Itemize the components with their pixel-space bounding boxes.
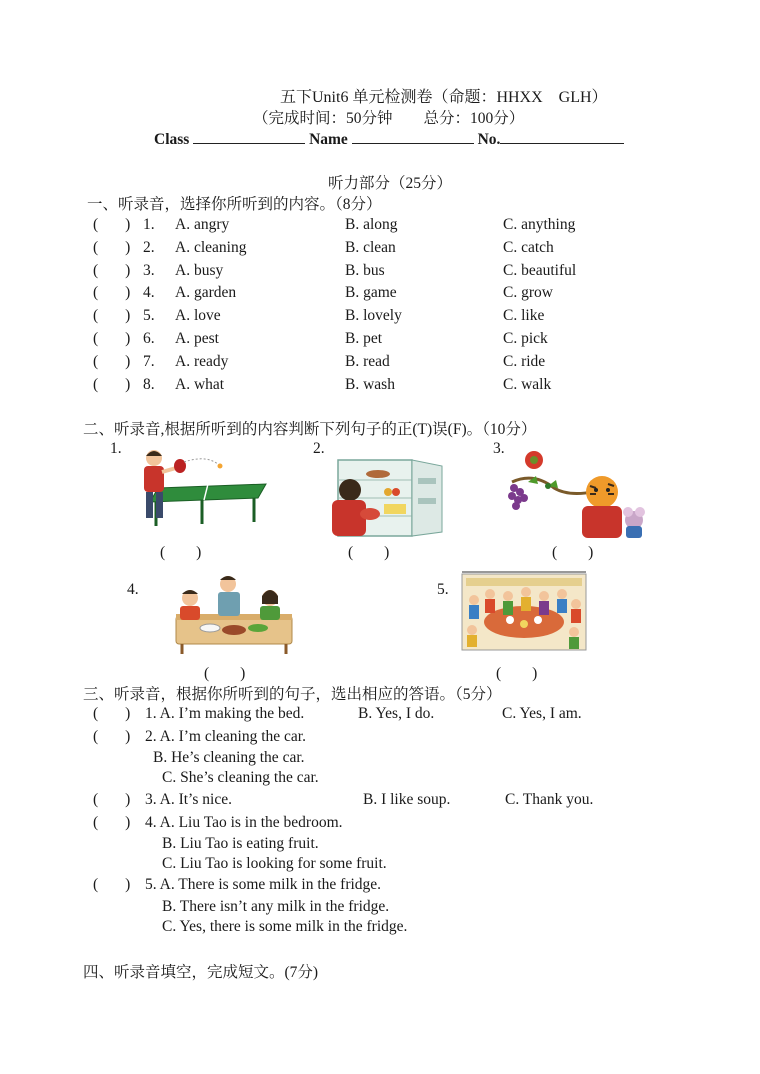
part1-heading: 一、听录音，选择你所听到的内容。（8分） xyxy=(87,196,382,213)
no-blank[interactable] xyxy=(500,129,624,144)
option-b: B. pet xyxy=(345,330,383,347)
item-number: 2. xyxy=(143,239,155,256)
answer-blank[interactable]: ( ) xyxy=(93,239,131,256)
answer-blank[interactable]: ( ) xyxy=(93,307,131,324)
part2-heading: 二、听录音,根据所听到的内容判断下列句子的正(T)误(F)。（10分） xyxy=(83,421,537,438)
answer-blank[interactable]: ( ) xyxy=(160,544,202,561)
item-number: 1. xyxy=(143,216,155,233)
picture-number: 4. xyxy=(127,581,139,598)
option-c: C. Yes, there is some milk in the fridge. xyxy=(162,918,408,935)
answer-blank[interactable]: ( ) xyxy=(93,353,131,370)
answer-blank[interactable]: ( ) xyxy=(93,216,131,233)
option-c: C. pick xyxy=(503,330,548,347)
student-info-row xyxy=(154,129,624,149)
item-number: 6. xyxy=(143,330,155,347)
option-a: A. busy xyxy=(175,262,224,279)
item-number: 3. xyxy=(143,262,155,279)
option-c: C. Thank you. xyxy=(505,791,594,808)
exam-subtitle: （完成时间：50分钟 总分：100分） xyxy=(253,110,525,127)
item-number: 5. xyxy=(143,307,155,324)
answer-blank[interactable]: ( ) xyxy=(93,284,131,301)
option-a: 2. A. I’m cleaning the car. xyxy=(145,728,306,745)
answer-blank[interactable]: ( ) xyxy=(496,665,538,682)
option-c: C. Liu Tao is looking for some fruit. xyxy=(162,855,387,872)
answer-blank[interactable]: ( ) xyxy=(348,544,390,561)
option-c: C. grow xyxy=(503,284,553,301)
answer-blank[interactable]: ( ) xyxy=(93,791,131,808)
option-b: B. Yes, I do. xyxy=(358,705,435,722)
item-number: 7. xyxy=(143,353,155,370)
item-number: 4. xyxy=(143,284,155,301)
option-b: B. bus xyxy=(345,262,385,279)
name-blank[interactable] xyxy=(352,129,474,144)
option-b: B. Liu Tao is eating fruit. xyxy=(162,835,319,852)
option-b: B. lovely xyxy=(345,307,402,324)
option-a: A. love xyxy=(175,307,221,324)
answer-blank[interactable]: ( ) xyxy=(552,544,594,561)
answer-blank[interactable]: ( ) xyxy=(93,814,131,831)
option-b: B. wash xyxy=(345,376,395,393)
item-number: 8. xyxy=(143,376,155,393)
grapes-tiger-mouse-illustration xyxy=(504,448,652,540)
option-b: B. I like soup. xyxy=(363,791,451,808)
option-a: 5. A. There is some milk in the fridge. xyxy=(145,876,382,893)
name-label: Name xyxy=(309,131,348,148)
option-b: B. game xyxy=(345,284,397,301)
option-c: C. beautiful xyxy=(503,262,577,279)
fridge-illustration xyxy=(330,458,446,538)
no-label: No. xyxy=(477,131,501,148)
exam-title: 五下Unit6 单元检测卷（命题：HHXX GLH） xyxy=(280,89,608,106)
option-a: 3. A. It’s nice. xyxy=(145,791,232,808)
answer-blank[interactable]: ( ) xyxy=(93,376,131,393)
option-a: A. pest xyxy=(175,330,219,347)
answer-blank[interactable]: ( ) xyxy=(204,665,246,682)
answer-blank[interactable]: ( ) xyxy=(93,876,131,893)
picture-number: 5. xyxy=(437,581,449,598)
option-b: B. There isn’t any milk in the fridge. xyxy=(162,898,390,915)
answer-blank[interactable]: ( ) xyxy=(93,705,131,722)
class-blank[interactable] xyxy=(193,129,305,144)
part3-heading: 三、听录音，根据你所听到的句子，选出相应的答语。（5分） xyxy=(83,686,502,703)
answer-blank[interactable]: ( ) xyxy=(93,262,131,279)
option-b: B. read xyxy=(345,353,390,370)
option-c: C. walk xyxy=(503,376,552,393)
option-c: C. ride xyxy=(503,353,546,370)
option-a: A. cleaning xyxy=(175,239,247,256)
option-c: C. anything xyxy=(503,216,576,233)
class-label: Class xyxy=(154,131,190,148)
option-b: B. He’s cleaning the car. xyxy=(153,749,305,766)
table-tennis-illustration xyxy=(128,448,268,528)
option-c: C. Yes, I am. xyxy=(502,705,582,722)
picture-number: 2. xyxy=(313,440,325,457)
option-c: C. She’s cleaning the car. xyxy=(162,769,319,786)
part4-heading: 四、听录音填空，完成短文。(7分) xyxy=(83,964,319,981)
answer-blank[interactable]: ( ) xyxy=(93,728,131,745)
option-b: B. along xyxy=(345,216,398,233)
family-dinner-illustration xyxy=(170,572,296,656)
option-c: C. catch xyxy=(503,239,554,256)
option-c: C. like xyxy=(503,307,545,324)
option-a: 1. A. I’m making the bed. xyxy=(145,705,305,722)
option-a: A. angry xyxy=(175,216,230,233)
answer-blank[interactable]: ( ) xyxy=(93,330,131,347)
picture-number: 1. xyxy=(110,440,122,457)
party-crowd-illustration xyxy=(460,570,588,652)
option-a: A. what xyxy=(175,376,225,393)
option-a: A. ready xyxy=(175,353,229,370)
picture-number: 3. xyxy=(493,440,505,457)
option-a: A. garden xyxy=(175,284,237,301)
option-a: 4. A. Liu Tao is in the bedroom. xyxy=(145,814,343,831)
option-b: B. clean xyxy=(345,239,396,256)
listening-heading: 听力部分（25分） xyxy=(328,175,453,192)
